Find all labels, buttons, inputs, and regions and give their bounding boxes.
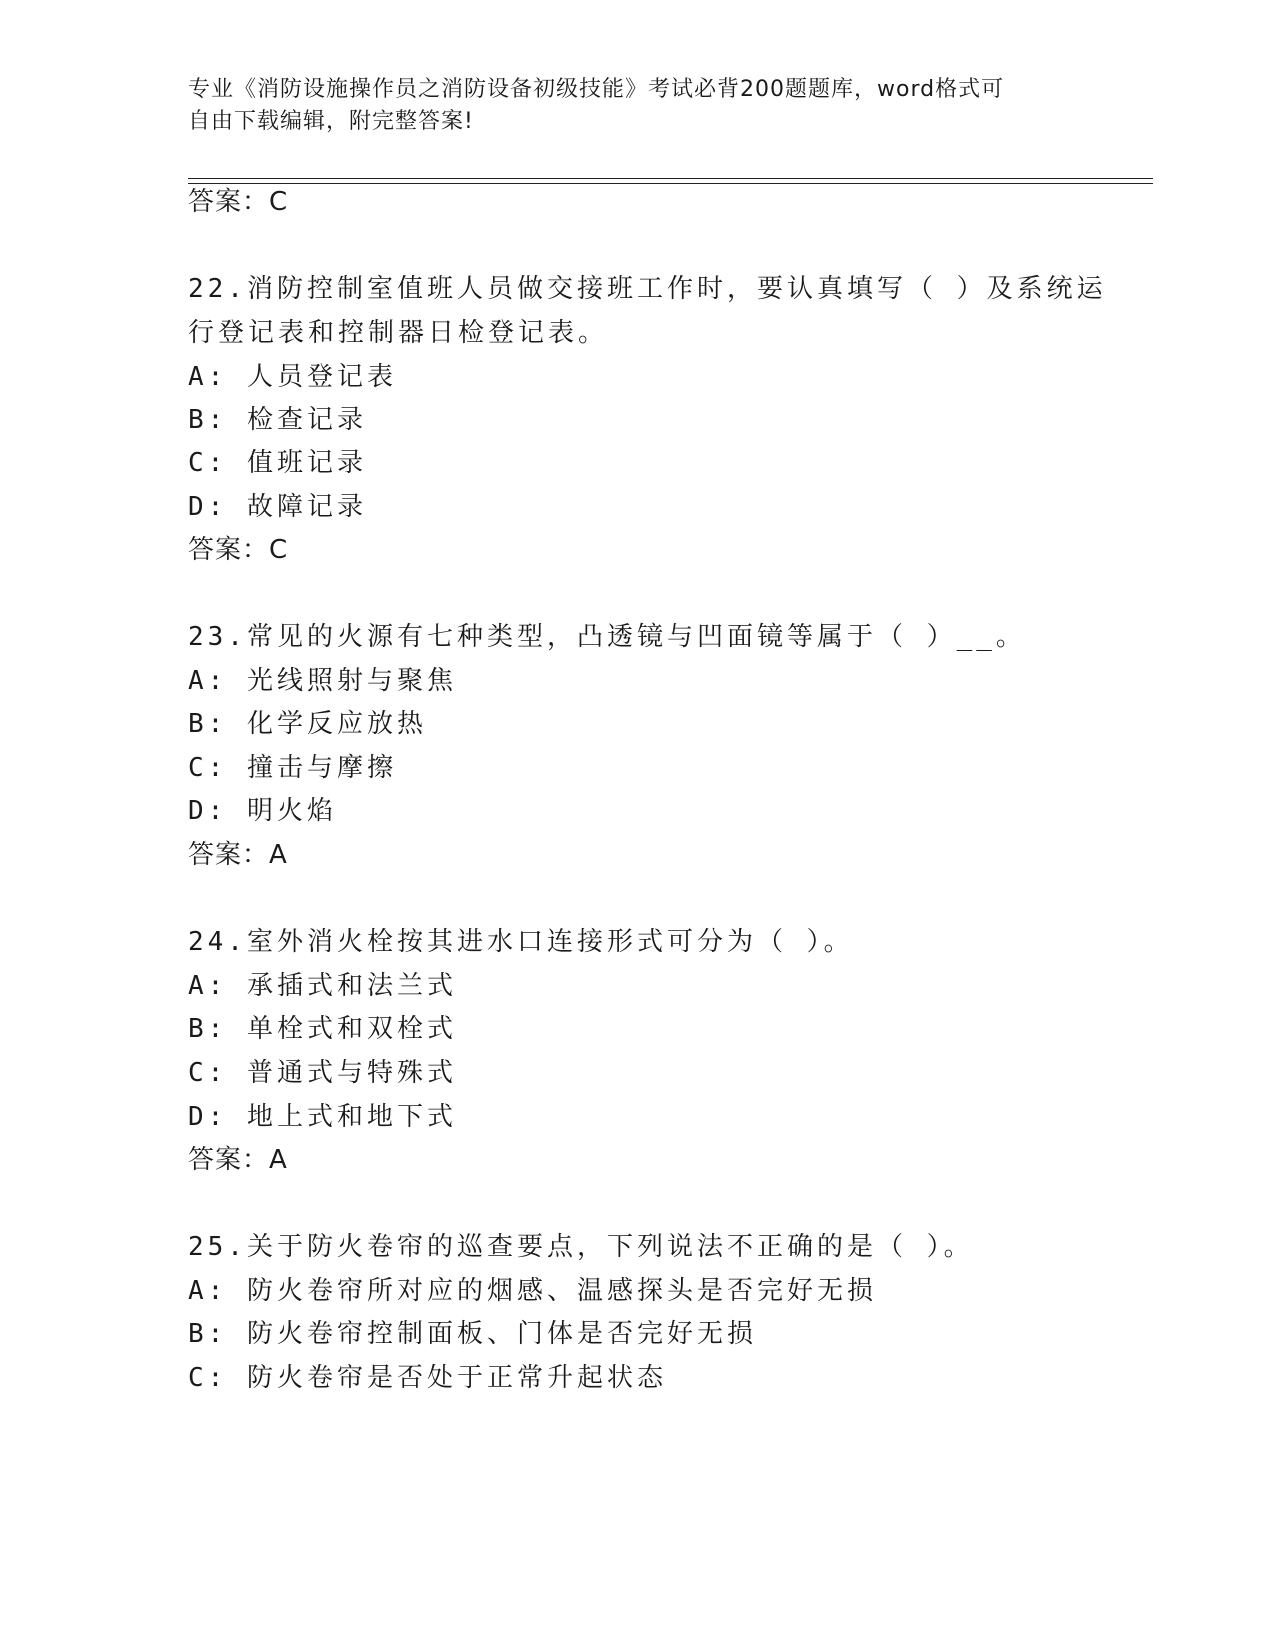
previous-answer: 答案：C [188,187,289,217]
question-25-option-b: B: 防火卷帘控制面板、门体是否完好无损 [188,1319,757,1349]
header-line-1: 专业《消防设施操作员之消防设备初级技能》考试必背200题题库，word格式可 [188,77,1005,102]
question-25-option-c: C: 防火卷帘是否处于正常升起状态 [188,1363,667,1393]
question-22-stem-line-1: 22.消防控制室值班人员做交接班工作时，要认真填写（ ）及系统运 [188,274,1107,304]
question-25-stem-line-1: 25.关于防火卷帘的巡查要点，下列说法不正确的是（ ）。 [188,1232,974,1262]
question-23-option-d: D: 明火焰 [188,796,337,826]
question-23-option-b: B: 化学反应放热 [188,709,427,739]
question-24-option-b: B: 单栓式和双栓式 [188,1014,457,1044]
question-23-option-c: C: 撞击与摩擦 [188,753,397,783]
question-22-option-c: C: 值班记录 [188,448,367,478]
question-24-option-d: D: 地上式和地下式 [188,1102,457,1132]
question-22-option-a: A: 人员登记表 [188,362,397,392]
document-header [188,74,1088,138]
question-23-answer: 答案：A [188,840,288,870]
question-25-option-a: A: 防火卷帘所对应的烟感、温感探头是否完好无损 [188,1276,877,1306]
question-24-stem-line-1: 24.室外消火栓按其进水口连接形式可分为（ ）。 [188,927,854,957]
question-24-option-a: A: 承插式和法兰式 [188,971,457,1001]
question-24-answer: 答案：A [188,1145,288,1175]
header-divider-top [188,178,1153,179]
header-line-2: 自由下载编辑，附完整答案! [188,109,474,134]
question-23-stem-line-1: 23.常见的火源有七种类型，凸透镜与凹面镜等属于（ ）__。 [188,622,1026,652]
question-22-option-b: B: 检查记录 [188,405,367,435]
header-divider-bottom [188,183,1153,184]
question-22-option-d: D: 故障记录 [188,492,367,522]
question-22-answer: 答案：C [188,535,289,565]
question-24-option-c: C: 普通式与特殊式 [188,1058,457,1088]
question-22-stem-line-2: 行登记表和控制器日检登记表。 [188,318,609,348]
question-23-option-a: A: 光线照射与聚焦 [188,666,457,696]
